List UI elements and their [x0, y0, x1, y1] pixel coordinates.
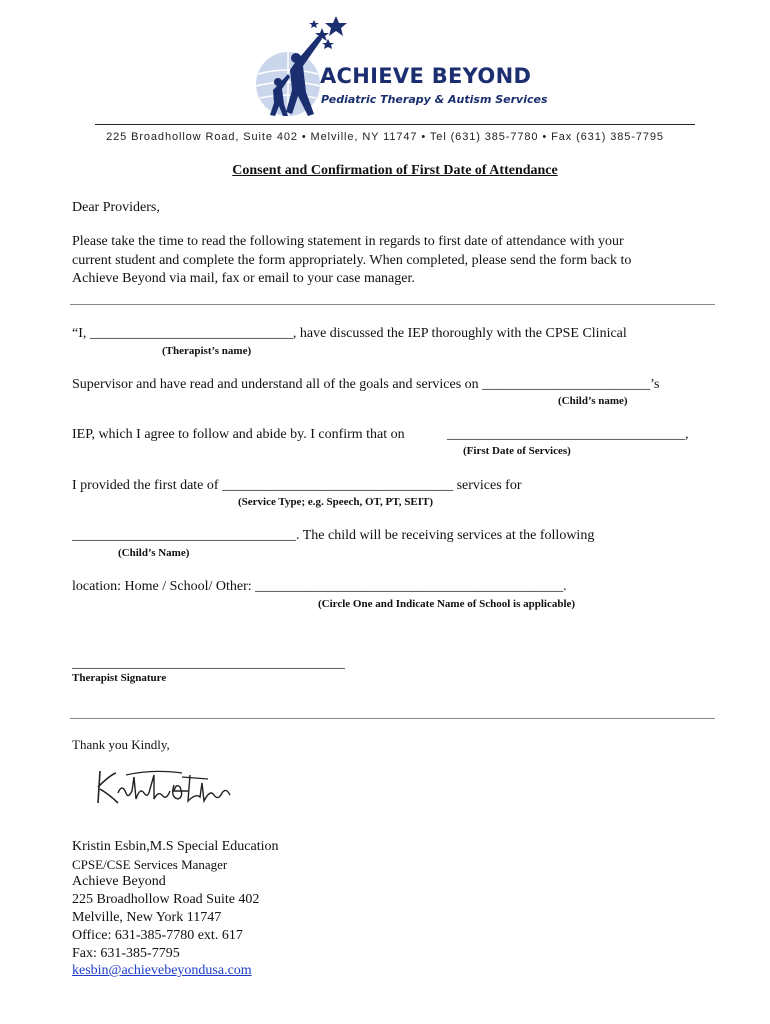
handwritten-signature [92, 763, 242, 813]
label-first-date: (First Date of Services) [463, 445, 571, 457]
form-line-iep: IEP, which I agree to follow and abide by. I confirm that on [72, 427, 405, 442]
label-circle-one: (Circle One and Indicate Name of School is applicable) [318, 598, 576, 610]
brand-name: ACHIEVE BEYOND [320, 64, 532, 88]
label-service-type: (Service Type; e.g. Speech, OT, PT, SEIT) [238, 496, 434, 508]
intro-line: current student and complete the form appropriately. When completed, please send the form back to [72, 252, 632, 268]
label-therapist-signature: Therapist Signature [72, 672, 167, 684]
address-line: 225 Broadhollow Road, Suite 402 • Melville, NY 11747 • Tel (631) 385-7780 • Fax (631) 385-7795 [106, 131, 664, 143]
form-line-therapist: “I, _____________________________, have discussed the IEP thoroughly with the CPSE Clinical [72, 326, 627, 341]
intro-paragraph [72, 233, 712, 289]
signer-org: Achieve Beyond [72, 874, 166, 889]
document-title: Consent and Confirmation of First Date of Attendance [232, 163, 558, 178]
section-divider [70, 718, 715, 719]
greeting: Dear Providers, [72, 200, 160, 215]
label-therapist-name: (Therapist’s name) [162, 345, 252, 357]
header-rule [95, 124, 695, 125]
first-date-field: __________________________________, [447, 427, 689, 442]
intro-line: Please take the time to read the following statement in regards to first date of attendance with your [72, 234, 624, 249]
signer-email-link[interactable]: kesbin@achievebeyondusa.com [72, 963, 252, 978]
section-divider [70, 304, 715, 305]
label-childs-name: (Child’s name) [558, 395, 628, 407]
signer-role: CPSE/CSE Services Manager [72, 857, 228, 872]
signer-street: 225 Broadhollow Road Suite 402 [72, 892, 260, 907]
signer-office-phone: Office: 631-385-7780 ext. 617 [72, 928, 243, 943]
label-childs-name: (Child’s Name) [118, 547, 190, 559]
brand-tagline: Pediatric Therapy & Autism Services [321, 93, 548, 106]
form-line-child: Supervisor and have read and understand all of the goals and services on ________________________’s [72, 377, 660, 392]
form-line-child-name: ________________________________. The child will be receiving services at the following [72, 528, 595, 543]
signature-line: _______________________________________ [72, 656, 345, 671]
intro-line: Achieve Beyond via mail, fax or email to your case manager. [72, 271, 415, 286]
form-line-location: location: Home / School/ Other: ____________________________________________. [72, 579, 567, 594]
signer-name: Kristin Esbin,M.S Special Education [72, 839, 279, 854]
closing-salutation: Thank you Kindly, [72, 737, 170, 752]
signer-city: Melville, New York 11747 [72, 910, 222, 925]
form-line-service: I provided the first date of _________________________________ services for [72, 478, 522, 493]
signer-fax: Fax: 631-385-7795 [72, 946, 180, 961]
